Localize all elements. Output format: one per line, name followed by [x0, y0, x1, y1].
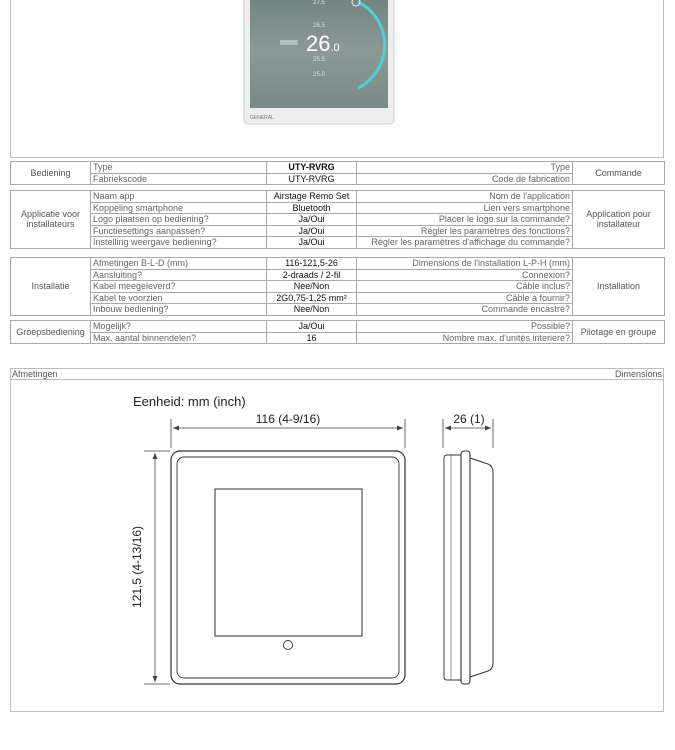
spec-value: UTY-RVRG — [267, 173, 357, 185]
spec-label-nl: Afmetingen B-L-D (mm) — [91, 258, 267, 270]
thermostat-photo — [240, 0, 400, 128]
group-label-fr: Commande — [573, 162, 665, 185]
spec-label-nl: Naam app — [91, 191, 267, 203]
dimensions-header-nl: Afmetingen — [12, 369, 58, 379]
dimensions-header-fr: Dimensions — [614, 369, 662, 379]
spec-value: 116-121,5-26 — [267, 258, 357, 270]
spec-label-nl: Aansluiting? — [91, 269, 267, 281]
spec-table-groepsbediening — [10, 320, 665, 344]
spec-label-fr: Nombre max. d'unités interiere? — [357, 332, 573, 344]
spec-value: 2-draads / 2-fil — [267, 269, 357, 281]
spec-value: 16 — [267, 332, 357, 344]
spec-label-fr: Câble inclus? — [357, 281, 573, 293]
spec-table-bediening — [10, 161, 665, 185]
group-label-fr: Installation — [573, 258, 665, 316]
width-label: 116 (4-9/16) — [255, 412, 321, 426]
group-label-nl: Applicatie voor installateurs — [11, 191, 91, 249]
depth-label: 26 (1) — [453, 412, 485, 426]
group-label-fr: Application pour installateur — [573, 191, 665, 249]
spec-label-fr: Dimensions de l'installation L-P-H (mm) — [357, 258, 573, 270]
screen-temp-bottom-2: 25.0 — [313, 72, 325, 78]
spec-label-fr: Câble à fournir? — [357, 292, 573, 304]
spec-value: Nee/Non — [267, 304, 357, 316]
spec-label-nl: Kabel te voorzien — [91, 292, 267, 304]
device-brand-logo: GENERAL — [250, 115, 274, 121]
dimension-drawing — [0, 380, 675, 710]
spec-label-fr: Nom de l'application — [357, 191, 573, 203]
spec-label-nl: Kabel meegeleverd? — [91, 281, 267, 293]
unit-label: Eenheid: mm (inch) — [133, 394, 246, 409]
screen-temp-top-1: 27.5 — [313, 0, 325, 6]
group-label-nl: Groepsbediening — [11, 321, 91, 344]
screen-temp-bottom-1: 25.5 — [313, 57, 325, 63]
spec-label-fr: Lien vers smartphone — [357, 202, 573, 214]
spec-value: Nee/Non — [267, 281, 357, 293]
spec-label-nl: Mogelijk? — [91, 321, 267, 333]
spec-label-fr: Possible? — [357, 321, 573, 333]
spec-label-nl: Instelling weergave bediening? — [91, 237, 267, 249]
spec-label-fr: Commande encastré? — [357, 304, 573, 316]
spec-value: Ja/Oui — [267, 321, 357, 333]
spec-value: Airstage Remo Set — [267, 191, 357, 203]
spec-value: UTY-RVRG — [267, 162, 357, 174]
dimensions-header-bar — [10, 368, 664, 380]
spec-label-nl: Functiesettings aanpassen? — [91, 225, 267, 237]
spec-value: Ja/Oui — [267, 237, 357, 249]
spec-value: Bluetooth — [267, 202, 357, 214]
spec-label-nl: Max. aantal binnendelen? — [91, 332, 267, 344]
spec-label-nl: Inbouw bediening? — [91, 304, 267, 316]
group-label-fr: Pilotage en groupe — [573, 321, 665, 344]
spec-label-fr: Code de fabrication — [357, 173, 573, 185]
spec-label-nl: Logo plaatsen op bediening? — [91, 214, 267, 226]
screen-temp-main: 26.0 — [306, 31, 340, 56]
spec-label-nl: Koppeling smartphone — [91, 202, 267, 214]
spec-label-fr: Placer le logo sur la commande? — [357, 214, 573, 226]
spec-label-fr: Connexion? — [357, 269, 573, 281]
height-label: 121,5 (4-13/16) — [130, 525, 144, 609]
spec-value: Ja/Oui — [267, 225, 357, 237]
spec-label-nl: Type — [91, 162, 267, 174]
spec-value: Ja/Oui — [267, 214, 357, 226]
screen-temp-top-2: 26.5 — [313, 23, 325, 29]
spec-value: 2G0,75-1,25 mm² — [267, 292, 357, 304]
spec-label-fr: Type — [357, 162, 573, 174]
group-label-nl: Installatie — [11, 258, 91, 316]
spec-label-fr: Régler les paramètres d'affichage du commande? — [357, 237, 573, 249]
spec-label-fr: Régler les paramètres des fonctions? — [357, 225, 573, 237]
spec-table-installatie — [10, 257, 665, 316]
group-label-nl: Bediening — [11, 162, 91, 185]
spec-table-applicatie — [10, 190, 665, 249]
spec-label-nl: Fabriekscode — [91, 173, 267, 185]
